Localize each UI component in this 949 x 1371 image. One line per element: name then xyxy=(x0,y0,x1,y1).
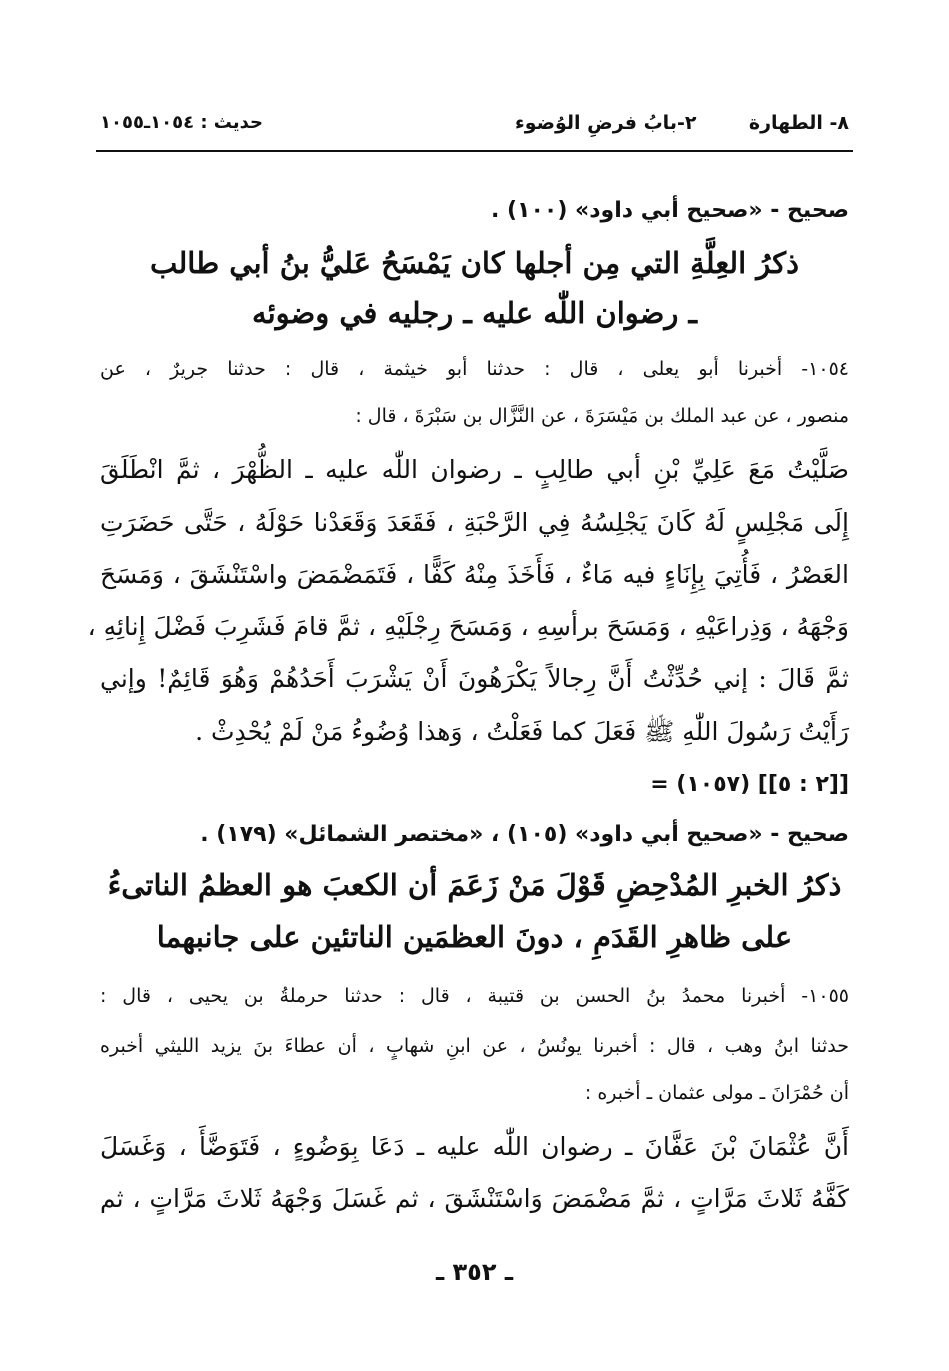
hadith-1055-isnad-line-1: ١٠٥٥- أخبرنا محمدُ بنُ الحسن بن قتيبة ، قال : حدثنا حرملةُ بن يحيى ، قال : xyxy=(100,985,849,1007)
header-chapter-title: ٨- الطهارة xyxy=(748,112,849,134)
cross-reference-1: = (١٠٥٧) [[٢ : ٥]] xyxy=(650,772,849,797)
chapter-heading-1-line-2: ـ رضوان اللّٰه عليه ـ رجليه في وضوئه xyxy=(252,296,697,330)
hadith-1054-matn-line-1: صَلَّيْتُ مَعَ عَلِيِّ بْنِ أبي طالِبٍ ـ رضوان اللّٰه عليه ـ الظُّهْرَ ، ثمَّ انْطَلَقَ xyxy=(100,455,849,484)
header-section-title: ٢-بابُ فرضِ الوُضوء xyxy=(515,112,697,134)
hadith-1055-matn-line-2: كَفَّهُ ثَلاثَ مَرَّاتٍ ، ثمَّ مَضْمَضَ وَاسْتَنْشَقَ ، ثم غَسَلَ وَجْهَهُ ثَلاثَ مَرَّاتٍ ، ثم xyxy=(100,1184,849,1213)
header-hadith-range: حديث : ١٠٥٤ـ١٠٥٥ xyxy=(100,112,263,133)
chapter-heading-2-line-1: ذكرُ الخبرِ المُدْحِضِ قَوْلَ مَنْ زَعَمَ أن الكعبَ هو العظمُ الناتىءُ xyxy=(107,868,842,902)
header-divider xyxy=(96,150,853,152)
grade-note-1: صحيح - «صحيح أبي داود» (١٠٠) . xyxy=(490,198,849,223)
hadith-1055-isnad-line-3: أن حُمْرَانَ ـ مولى عثمان ـ أخبره : xyxy=(584,1082,849,1104)
grade-note-2: صحيح - «صحيح أبي داود» (١٠٥) ، «مختصر الشمائل» (١٧٩) . xyxy=(200,822,849,847)
hadith-1055-matn-line-1: أَنَّ عُثْمَانَ بْنَ عَفَّانَ ـ رضوان اللّٰه عليه ـ دَعَا بِوَضُوءٍ ، فَتَوَضَّأَ ، وَغَسَلَ xyxy=(100,1132,849,1161)
hadith-1054-matn-line-3: العَصْرُ ، فَأُتِيَ بِإِنَاءٍ فيه مَاءٌ ، فَأَخَذَ مِنْهُ كَفًّا ، فَتَمَضْمَضَ واسْتَنْشَقَ ، وَمَسَحَ xyxy=(100,560,849,589)
hadith-1054-matn-line-4: وَجْهَهُ ، وَذِراعَيْهِ ، وَمَسَحَ برأسِهِ ، وَمَسَحَ رِجْلَيْهِ ، ثمَّ قامَ فَشَرِبَ فَضْلَ إِنائِهِ ، xyxy=(87,612,849,641)
hadith-1055-isnad-line-2: حدثنا ابنُ وهب ، قال : أخبرنا يونُسُ ، عن ابنِ شهابٍ ، أن عطاءَ بنَ يزيد الليثي أخبره xyxy=(100,1035,849,1057)
hadith-1054-isnad-line-1: ١٠٥٤- أخبرنا أبو يعلى ، قال : حدثنا أبو خيثمة ، قال : حدثنا جريرٌ ، عن xyxy=(100,358,849,380)
hadith-1054-isnad-line-2: منصور ، عن عبد الملك بن مَيْسَرَةَ ، عن النَّزَّال بن سَبْرَةَ ، قال : xyxy=(355,405,849,427)
chapter-heading-2-line-2: على ظاهرِ القَدَمِ ، دونَ العظمَين الناتئين على جانبهما xyxy=(156,920,793,954)
chapter-heading-1-line-1: ذكرُ العِلَّةِ التي مِن أجلها كان يَمْسَحُ عَليُّ بنُ أبي طالب xyxy=(149,246,800,280)
hadith-1054-matn-line-6: رَأَيْتُ رَسُولَ اللّٰهِ ﷺ فَعَلَ كما فَعَلْتُ ، وَهذا وُضُوءُ مَنْ لَمْ يُحْدِثْ . xyxy=(195,717,849,746)
page-number: ـ ٣٥٢ ـ xyxy=(435,1258,514,1286)
hadith-1054-matn-line-2: إِلَى مَجْلِسٍ لَهُ كَانَ يَجْلِسُهُ فِي الرَّحْبَةِ ، فَقَعَدَ وَقَعَدْنا حَوْلَهُ ، حَتَّى حَضَرَتِ xyxy=(100,508,849,537)
hadith-1054-matn-line-5: ثمَّ قَالَ : إني حُدِّثْتُ أَنَّ رِجالاً يَكْرَهُونَ أَنْ يَشْرَبَ أَحَدُهُمْ وَهُوَ قَائِمٌ! وإني xyxy=(100,664,849,693)
